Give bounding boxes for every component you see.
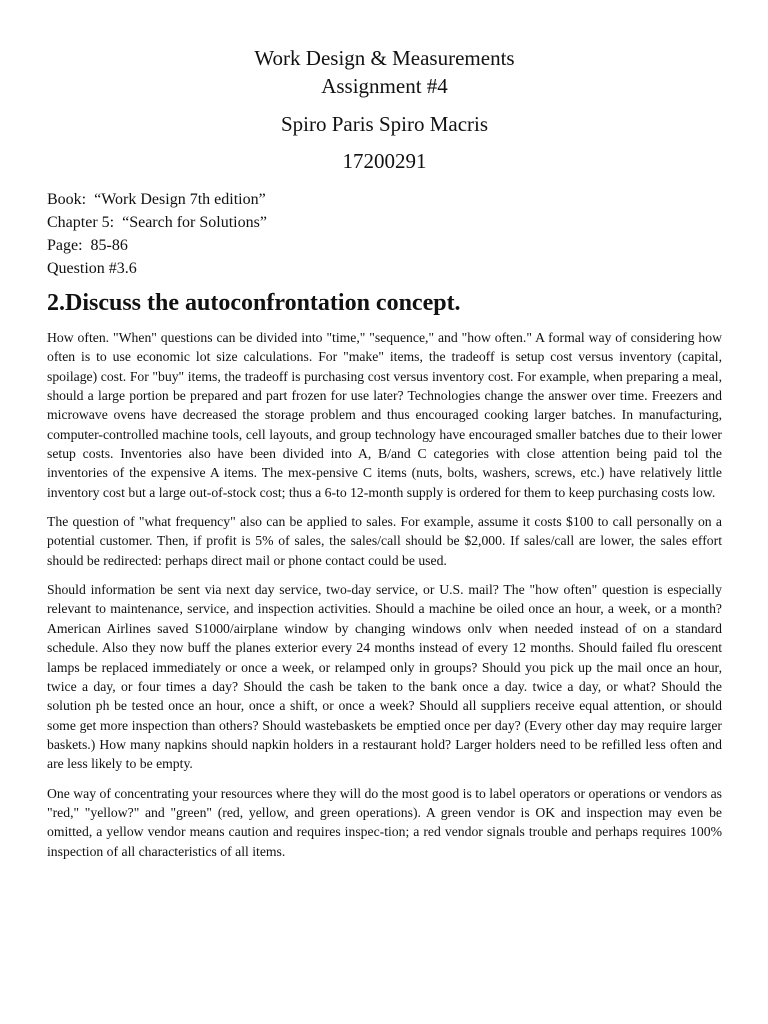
title-block xyxy=(47,0,722,175)
student-id: 17200291 xyxy=(342,149,427,173)
body-text xyxy=(47,328,722,861)
author-name: Spiro Paris Spiro Macris xyxy=(280,112,489,136)
paragraph: Should information be sent via next day service, two-day service, or U.S. mail? The "how often" question is especially relevant to maintenance, service, and inspection activities. Should a machine be oiled once an hour, a week, or a month? American Airlines saved S1000/airplane window by changing windows onlv when needed instead of on a standard schedule. Also they now buff the planes exterior every 24 months instead of every 12 months. Should failed flu orescent lamps be replaced immediately or once a week, or relamped only in groups? Should you pick up the mail once an hour, twice a day, or four times a day? Should the cash be taken to the bank once a day. twice a day, or what? Should the solution ph be tested once an hour, once a shift, or once a week? Should all suppliers receive equal attention, or should some get more inspection than others? Should wastebaskets be emptied once per day? (Every other day may require larger baskets.) How many napkins should napkin holders in a restaurant hold? Larger holders need to be refilled less often and are less likely to be empty. xyxy=(47,582,722,772)
assignment-title: Assignment #4 xyxy=(321,74,448,98)
book-metadata xyxy=(47,188,722,280)
paragraph: One way of concentrating your resources where they will do the most good is to label operators or operations or vendors as "red," "yellow?" and "green" (red, yellow, and green operations). A green vendor is OK and inspection may even be omitted, a yellow vendor means caution and requires inspec-tion; a red vendor signals trouble and perhaps requires 100% inspection of all characteristics of all items. xyxy=(47,785,722,859)
course-title: Work Design & Measurements xyxy=(254,46,515,70)
paragraph: How often. "When" questions can be divided into "time," "sequence," and "how often." A formal way of considering how often is to use economic lot size calculations. For "make" items, the tradeoff is setup cost versus inventory (capital, spoilage) cost. For "buy" items, the tradeoff is purchasing cost versus inventory cost. For example, when preparing a meal, should a large portion be prepared and part frozen for use later? Technologies change the answer over time. Freezers and microwave ovens have decreased the storage problem and thus encouraged cooking larger batches. In manufacturing, computer-controlled machine tools, cell layouts, and group technology have encouraged smaller batches due to their lower setup costs. Inventories also have been divided into A, B/and C categories with close attention being paid tol the inventories of the expensive A items. The mex-pensive C items (nuts, bolts, washers, screws, etc.) have relatively little inventory cost but a large out-of-stock cost; thus a 6-to 12-month supply is ordered for them to keep purchasing costs low. xyxy=(47,330,722,500)
page-line: Page: 85-86 xyxy=(47,237,128,254)
chapter-line: Chapter 5: “Search for Solutions” xyxy=(47,214,267,231)
paragraph: The question of "what frequency" also can be applied to sales. For example, assume it costs $100 to call personally on a potential customer. Then, if profit is 5% of sales, the sales/call should be $2,000. If sales/call are lower, the sales effort should be redirected: perhaps direct mail or phone contact could be used. xyxy=(47,514,722,568)
book-line: Book: “Work Design 7th edition” xyxy=(47,191,266,208)
question-line: Question #3.6 xyxy=(47,260,137,277)
section-heading: 2.Discuss the autoconfrontation concept. xyxy=(47,290,461,316)
